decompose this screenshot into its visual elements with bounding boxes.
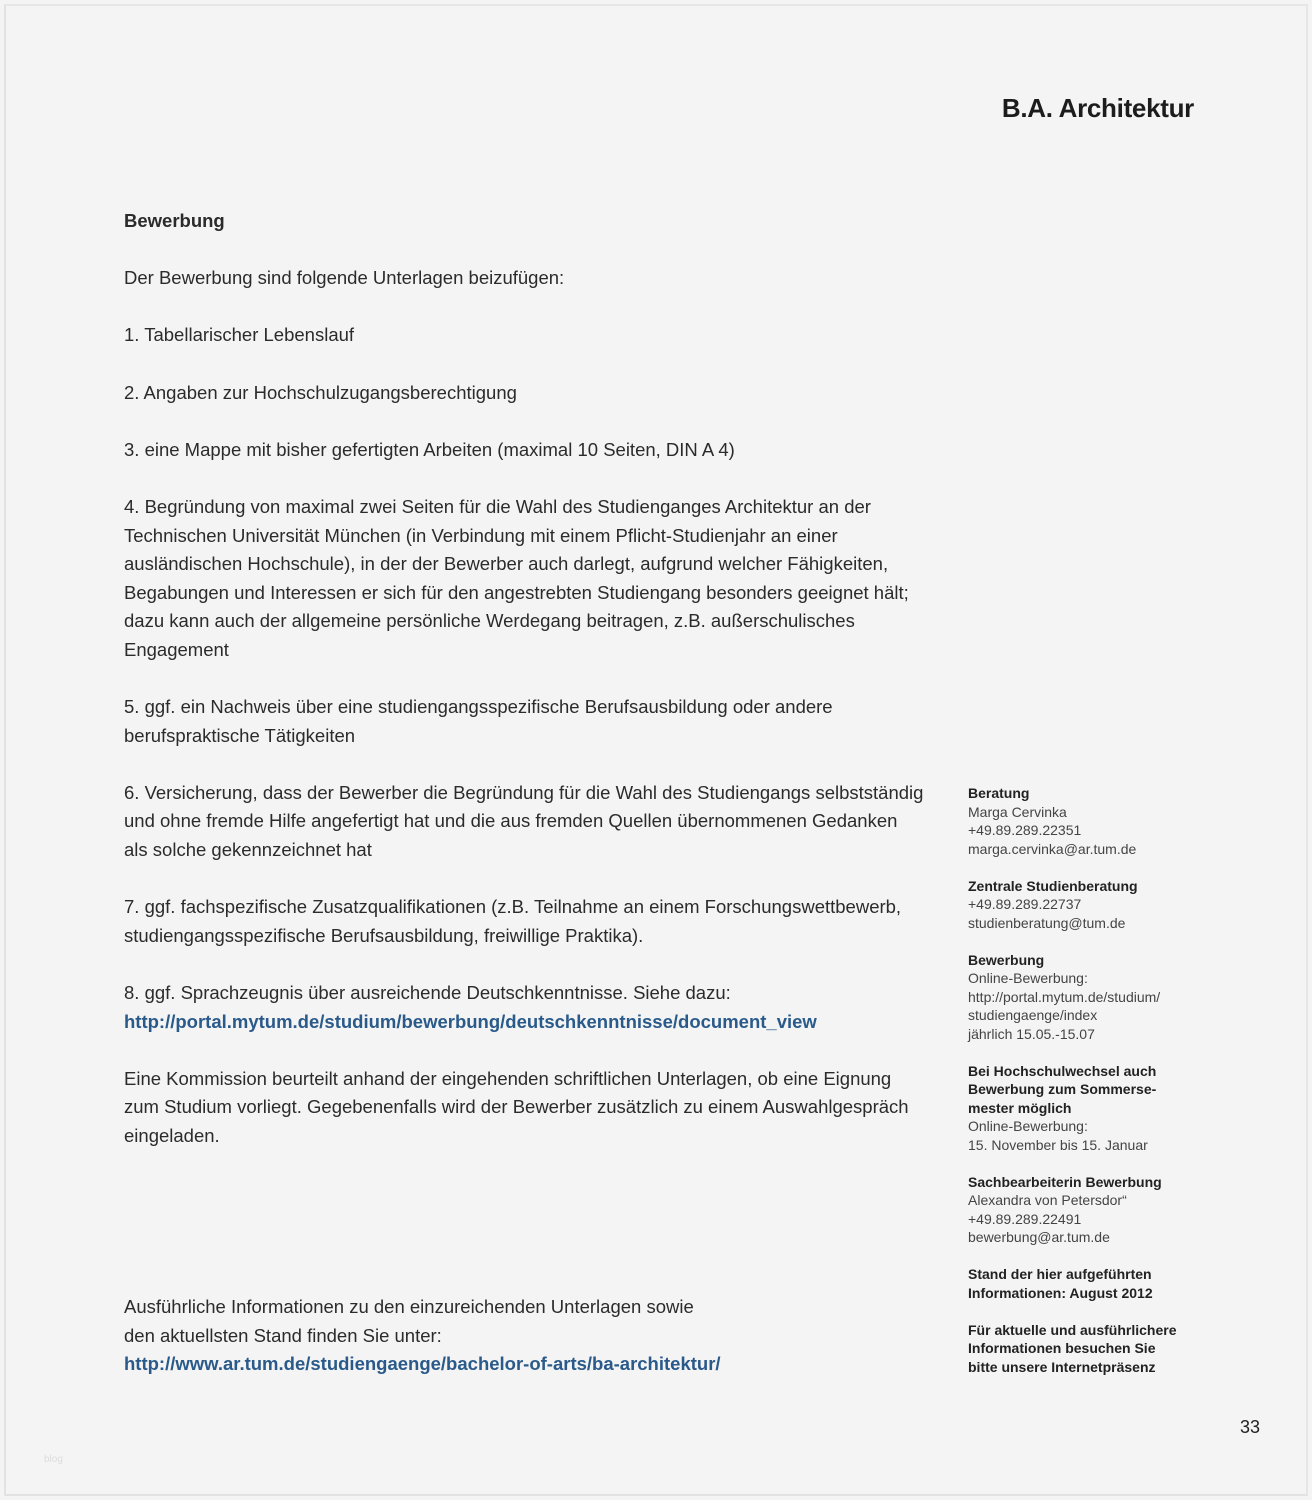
deutschkenntnisse-link[interactable]: http://portal.mytum.de/studium/bewerbung/deutschkenntnisse/document_view bbox=[124, 1010, 817, 1032]
block-label: Informationen: August 2012 bbox=[968, 1284, 1153, 1301]
contact-phone: +49.89.289.22737 bbox=[968, 896, 1082, 912]
section-heading: Bewerbung bbox=[124, 210, 225, 231]
contact-email: studienberatung@tum.de bbox=[968, 914, 1126, 931]
block-label: Zentrale Studienberatung bbox=[968, 877, 1138, 894]
block-label: Informationen besuchen Sie bbox=[968, 1340, 1156, 1356]
contact-block-studienberatung bbox=[968, 877, 1208, 933]
page-number: 33 bbox=[1239, 1417, 1260, 1437]
info-dates: 15. November bis 15. Januar bbox=[968, 1136, 1148, 1153]
block-label: mester möglich bbox=[968, 1099, 1072, 1116]
info-url: studiengaenge/index bbox=[968, 1007, 1098, 1023]
block-label: Bei Hochschulwechsel auch bbox=[968, 1062, 1157, 1079]
more-info-line-1: Ausführliche Informationen zu den einzureichenden Unterlagen sowie bbox=[124, 1296, 694, 1318]
info-line: Online-Bewerbung: bbox=[968, 1118, 1088, 1134]
block-label: Bewerbung bbox=[968, 951, 1045, 968]
contact-phone: +49.89.289.22351 bbox=[968, 822, 1082, 838]
commission-text: Eine Kommission beurteilt anhand der eingehenden schriftlichen Unterlagen, ob eine Eignung zum Studium vorliegt. Gegebenenfalls wird der Bewerber zusätzlich zu einem Auswahlgespräch eingeladen. bbox=[124, 1067, 909, 1146]
block-label: Für aktuelle und ausführlichere bbox=[968, 1321, 1177, 1338]
contact-name: Alexandra von Petersdor“ bbox=[968, 1192, 1127, 1208]
spacer bbox=[124, 1179, 924, 1293]
info-dates: jährlich 15.05.-15.07 bbox=[968, 1025, 1095, 1042]
list-item-8 bbox=[124, 979, 924, 1036]
info-stand-block bbox=[968, 1265, 1208, 1302]
contact-block-hochschulwechsel bbox=[968, 1062, 1208, 1155]
more-info bbox=[124, 1293, 924, 1379]
list-item: 7. ggf. fachspezifische Zusatzqualifikationen (z.B. Teilnahme an einem Forschungswettbewerb, studiengangsspezifische Berufsausbildung, freiwillige Praktika). bbox=[124, 896, 902, 946]
main-content bbox=[124, 207, 924, 1408]
list-item: 2. Angaben zur Hochschulzugangsberechtigung bbox=[124, 381, 517, 403]
list-item: 5. ggf. ein Nachweis über eine studiengangsspezifische Berufsausbildung oder andere berufspraktische Tätigkeiten bbox=[124, 696, 833, 746]
list-item: 6. Versicherung, dass der Bewerber die Begründung für die Wahl des Studiengangs selbstständig und ohne fremde Hilfe angefertigt hat und die aus fremden Quellen übernommenen Gedanken als solche gekennzeichnet hat bbox=[124, 781, 924, 861]
contact-name: Marga Cervinka bbox=[968, 803, 1067, 820]
item-8-text: 8. ggf. Sprachzeugnis über ausreichende Deutschkenntnisse. Siehe dazu: bbox=[124, 982, 731, 1004]
contact-block-bewerbung bbox=[968, 951, 1208, 1044]
contact-sidebar bbox=[968, 784, 1208, 1395]
list-item: 3. eine Mappe mit bisher gefertigten Arbeiten (maximal 10 Seiten, DIN A 4) bbox=[124, 438, 735, 460]
contact-phone: +49.89.289.22491 bbox=[968, 1210, 1082, 1227]
contact-block-beratung bbox=[968, 784, 1208, 858]
info-line: Online-Bewerbung: bbox=[968, 970, 1088, 986]
block-label: Sachbearbeiterin Bewerbung bbox=[968, 1173, 1162, 1190]
contact-email: marga.cervinka@ar.tum.de bbox=[968, 840, 1137, 857]
block-label: Bewerbung zum Sommerse- bbox=[968, 1081, 1157, 1097]
block-label: Stand der hier aufgeführten bbox=[968, 1266, 1152, 1282]
block-label: bitte unsere Internetpräsenz bbox=[968, 1358, 1156, 1375]
internet-presence-block bbox=[968, 1321, 1208, 1377]
block-label: Beratung bbox=[968, 785, 1030, 801]
info-url: http://portal.mytum.de/studium/ bbox=[968, 988, 1161, 1005]
list-item: 4. Begründung von maximal zwei Seiten für die Wahl des Studienganges Architektur an der Technischen Universität München (in Verbindung mit einem Pflicht-Studienjahr an einer ausländischen Hochschule), in der der Bewerber auch darlegt, aufgrund welcher Fähigkeiten, Begabungen und Interessen er sich für den angestrebten Studiengang besonders geeignet hält; dazu kann auch der allgemeine persönliche Werdegang beitragen, z.B. außerschulisches Engagement bbox=[124, 495, 909, 660]
list-item: 1. Tabellarischer Lebenslauf bbox=[124, 324, 355, 346]
contact-email: bewerbung@ar.tum.de bbox=[968, 1229, 1110, 1245]
ba-architektur-link[interactable]: http://www.ar.tum.de/studiengaenge/bachelor-of-arts/ba-architektur/ bbox=[124, 1353, 721, 1375]
contact-block-sachbearbeiterin bbox=[968, 1173, 1208, 1247]
intro-text: Der Bewerbung sind folgende Unterlagen beizufügen: bbox=[124, 267, 565, 289]
more-info-line-2: den aktuellsten Stand finden Sie unter: bbox=[124, 1324, 442, 1346]
watermark: blog bbox=[44, 1454, 63, 1465]
page-title: B.A. Architektur bbox=[1001, 93, 1194, 123]
document-page bbox=[4, 4, 1308, 1496]
